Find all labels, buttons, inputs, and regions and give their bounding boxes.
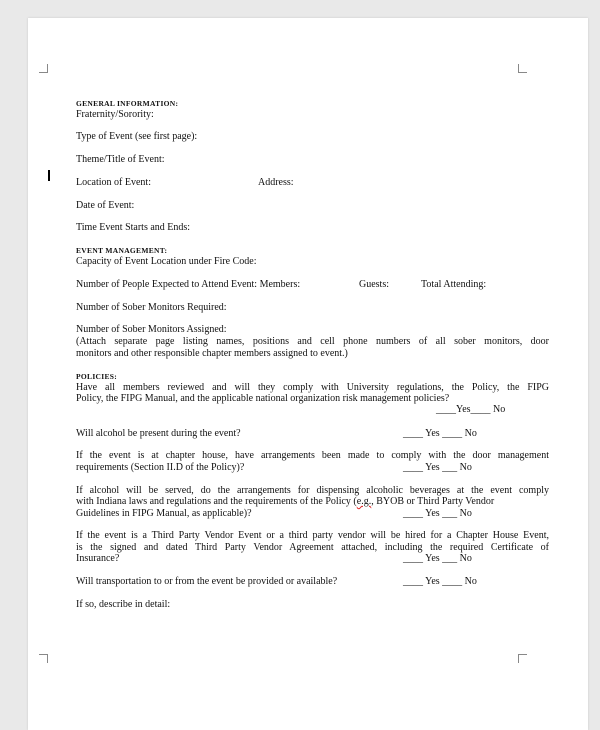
section-heading-policies: POLICIES: <box>76 372 118 381</box>
q6-yes-no-answer[interactable]: ____ Yes ____ No <box>403 576 477 587</box>
policy-q6: Will transportation to or from the event be provided or available? <box>76 576 338 587</box>
page-corner-mark <box>39 654 48 663</box>
policy-q4-line2: with Indiana laws and regulations and the requirements of the Policy (e.g., BYOB or Third Party Vendor <box>76 496 495 507</box>
policy-q1-line2: Policy, the FIPG Manual, and the applicable national organization risk management policies? <box>76 393 450 404</box>
policy-q3-line1: If the event is at chapter house, have arrangements been made to comply with the door management <box>76 450 549 461</box>
policy-q1-line1: Have all members reviewed and will they comply with University regulations, the Policy, the FIPG <box>76 382 549 393</box>
field-type-of-event[interactable]: Type of Event (see first page): <box>76 131 198 142</box>
q2-yes-no-answer[interactable]: ____ Yes ____ No <box>403 428 477 439</box>
q3-yes-no-answer[interactable]: ____ Yes ___ No <box>403 462 472 473</box>
policy-q4-line1: If alcohol will be served, do the arrangements for dispensing alcoholic beverages at the event comply <box>76 485 549 496</box>
field-guests[interactable]: Guests: <box>359 279 389 290</box>
q1-yes-no-answer[interactable]: ____Yes____ No <box>436 404 506 415</box>
policy-q7[interactable]: If so, describe in detail: <box>76 599 171 610</box>
page-corner-mark <box>518 654 527 663</box>
field-sober-assigned[interactable]: Number of Sober Monitors Assigned: <box>76 324 227 335</box>
field-sober-required[interactable]: Number of Sober Monitors Required: <box>76 302 227 313</box>
policy-q4-line3: Guidelines in FIPG Manual, as applicable)? <box>76 508 252 519</box>
field-time[interactable]: Time Event Starts and Ends: <box>76 222 191 233</box>
policy-q5-line3: Insurance? <box>76 553 120 564</box>
page-corner-mark <box>39 64 48 73</box>
field-date[interactable]: Date of Event: <box>76 200 135 211</box>
policy-q5-line1: If the event is a Third Party Vendor Event or a third party vendor will be hired for a Chapter House Event, <box>76 530 549 541</box>
field-expected-members[interactable]: Number of People Expected to Attend Event: Members: <box>76 279 301 290</box>
field-address[interactable]: Address: <box>258 177 294 188</box>
q4-yes-no-answer[interactable]: ____ Yes ___ No <box>403 508 472 519</box>
field-capacity[interactable]: Capacity of Event Location under Fire Code: <box>76 256 257 267</box>
field-fraternity[interactable]: Fraternity/Sorority: <box>76 109 154 120</box>
attach-note-line1: (Attach separate page listing names, positions and cell phone numbers of all sober monitors, door <box>76 336 549 347</box>
policy-q5-line2: is the signed and dated Third Party Vendor Agreement attached, including the required Certificate of <box>76 542 549 553</box>
text-cursor <box>48 170 50 181</box>
policy-q2: Will alcohol be present during the event? <box>76 428 241 439</box>
policy-q3-line2: requirements (Section II.D of the Policy)? <box>76 462 245 473</box>
page-corner-mark <box>518 64 527 73</box>
section-heading-management: EVENT MANAGEMENT: <box>76 246 168 255</box>
section-heading-general: GENERAL INFORMATION: <box>76 99 179 108</box>
q5-yes-no-answer[interactable]: ____ Yes ___ No <box>403 553 472 564</box>
field-location[interactable]: Location of Event: <box>76 177 151 188</box>
field-theme[interactable]: Theme/Title of Event: <box>76 154 165 165</box>
field-total-attending[interactable]: Total Attending: <box>421 279 487 290</box>
attach-note-line2: monitors and other responsible chapter members assigned to event.) <box>76 348 348 359</box>
